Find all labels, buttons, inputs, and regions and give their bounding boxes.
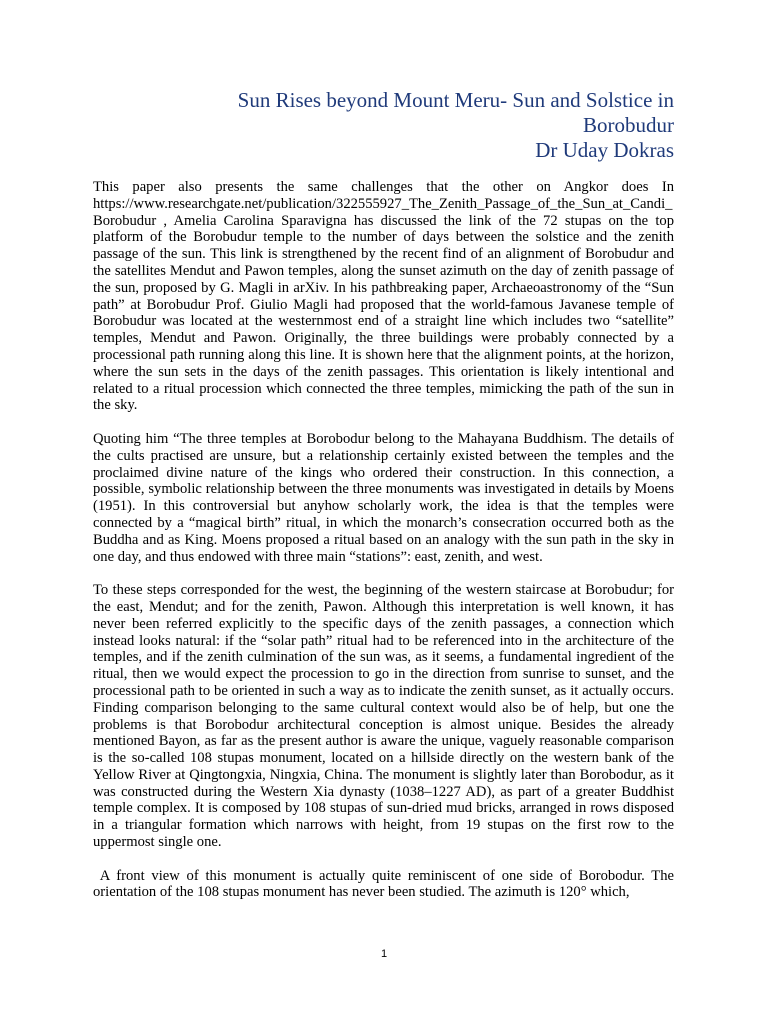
paragraph-3: To these steps corresponded for the west, the beginning of the western staircase at Borobudur; for the east, Mendut; and for the zenith, Pawon. Although this interpretation is well known, it has never been referred explicitly to the specific days of the zenith passages, a connection which instead looks natural: if the “solar path” ritual had to be referenced into in the architecture of the temples, and if the zenith culmination of the sun was, as it seems, a fundamental ingredient of the ritual, then we would expect the procession to go in the direction from sunrise to sunset, and the processional path to be oriented in such a way as to indicate the zenith sunset, as it actually occurs. Finding comparison belonging to the same cultural context would also be of help, but one the problems is that Borobodur architectural conception is almost unique. Besides the already mentioned Bayon, as far as the present author is aware the unique, vaguely reasonable comparison is the so-called 108 stupas monument, located on a hillside directly on the western bank of the Yellow River at Qingtongxia, Ningxia, China. The monument is slightly later than Borobodur, as it was constructed during the Western Xia dynasty (1038–1227 AD), as part of a greater Buddhist temple complex. It is composed by 108 stupas of sun-dried mud bricks, arranged in rows disposed in a triangular formation which narrows with height, from 19 stupas on the first row to the uppermost single one.	[93, 582, 674, 851]
page-number: 1	[380, 948, 388, 960]
document-title-line-2: Borobudur	[583, 113, 674, 137]
document-title-line-1: Sun Rises beyond Mount Meru- Sun and Solstice in	[237, 88, 674, 112]
document-author: Dr Uday Dokras	[535, 138, 674, 162]
paragraph-2: Quoting him “The three temples at Borobodur belong to the Mahayana Buddhism. The details of the cults practised are unsure, but a relationship certainly existed between the temples and the proclaimed divine nature of the kings who ordered their construction. In this connection, a possible, symbolic relationship between the three monuments was investigated in details by Moens (1951). In this controversial but anyhow scholarly work, the idea is that the temples were connected by a “magical birth” ritual, in which the monarch’s consecration occurred both as the Buddha and as King. Moens proposed a ritual based on an analogy with the sun path in the sky in one day, and thus endowed with three main “stations”: east, zenith, and west.	[93, 430, 674, 565]
paragraph-1: This paper also presents the same challenges that the other on Angkor does In https://www.researchgate.net/publication/322555927_The_Zenith_Passage_of_the_Sun_at_Candi_Borobudur , Amelia Carolina Sparavigna has discussed the link of the 72 stupas on the top platform of the Borobudur temple to the number of days between the solstice and the zenith passage of the sun. This link is strengthened by the recent find of an alignment of Borobudur and the satellites Mendut and Pawon temples, along the sunset azimuth on the day of zenith passage of the sun, proposed by G. Magli in arXiv. In his pathbreaking paper, Archaeoastronomy of the “Sun path” at Borobudur Prof. Giulio Magli had proposed that the world-famous Javanese temple of Borobudur was located at the westernmost end of a straight line which includes two “satellite” temples, Mendut and Pawon. Originally, the three buildings were probably connected by a processional path running along this line. It is shown here that the alignment points, at the horizon, where the sun sets in the days of the zenith passages. This orientation is likely intentional and related to a ritual procession which connected the three temples, mimicking the path of the sun in the sky.	[93, 179, 674, 414]
title-block	[93, 88, 674, 163]
paragraph-4: A front view of this monument is actually quite reminiscent of one side of Borobodur. The orientation of the 108 stupas monument has never been studied. The azimuth is 120° which,	[93, 867, 678, 901]
body-text	[93, 179, 678, 918]
